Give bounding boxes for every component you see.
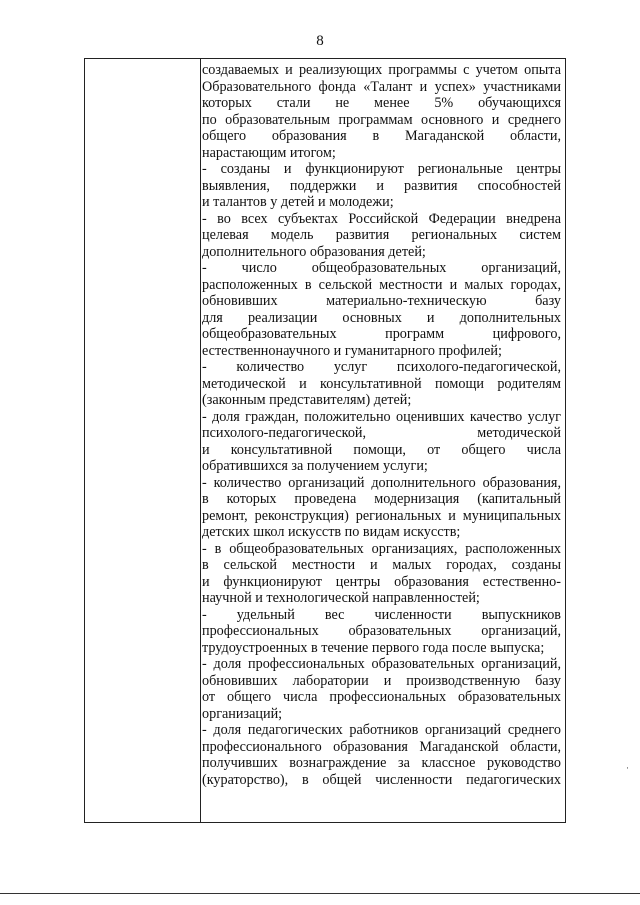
text-line: общеобразовательных программ цифрового, bbox=[202, 326, 561, 342]
text-line: методической и консультативной помощи родителям bbox=[202, 375, 561, 392]
text-line: - в общеобразовательных организациях, расположенных bbox=[202, 540, 561, 557]
text-line: - удельный вес численности выпускников bbox=[202, 606, 561, 623]
text-line: получивших вознаграждение за классное руководство bbox=[202, 755, 561, 771]
text-line: для реализации основных и дополнительных bbox=[202, 309, 561, 326]
text-line: выявления, поддержки и развития способностей bbox=[202, 177, 561, 194]
text-line: и талантов у детей и молодежи; bbox=[202, 194, 394, 210]
text-line: дополнительного образования детей; bbox=[202, 243, 426, 260]
text-line: (кураторство), в общей численности педагогических bbox=[202, 771, 561, 788]
text-line: общего образования в Магаданской области, bbox=[202, 128, 561, 144]
text-line: - количество услуг психолого-педагогической, bbox=[202, 359, 561, 375]
text-line: и консультативной помощи, от общего числа bbox=[202, 441, 561, 458]
text-line: нарастающим итогом; bbox=[202, 144, 336, 161]
text-line: - созданы и функционируют региональные центры bbox=[202, 161, 561, 177]
text-line: расположенных в сельской местности и малых городах, bbox=[202, 276, 561, 293]
text-line: от общего числа профессиональных образовательных bbox=[202, 689, 561, 705]
page-number: 8 bbox=[316, 33, 324, 49]
scan-artifact-mark: · bbox=[626, 763, 629, 773]
text-line: (законным представителям) детей; bbox=[202, 392, 412, 408]
table-left-column bbox=[85, 59, 201, 822]
text-line: детских школ искусств по видам искусств; bbox=[202, 524, 461, 540]
text-line: и функционируют центры образования естественно- bbox=[202, 573, 561, 590]
text-line: - доля профессиональных образовательных организаций, bbox=[202, 656, 561, 672]
text-line: трудоустроенных в течение первого года после выпуска; bbox=[202, 639, 545, 656]
text-line: - доля граждан, положительно оценивших качество услуг bbox=[202, 408, 561, 425]
text-line: Образовательного фонда «Талант и успех» участниками bbox=[202, 78, 561, 95]
page-bottom-rule bbox=[0, 893, 640, 894]
table-text-column bbox=[202, 59, 561, 822]
text-line: создаваемых и реализующих программы с учетом опыта bbox=[202, 62, 561, 78]
text-line: психолого-педагогической, методической bbox=[202, 425, 561, 441]
text-line: в которых проведена модернизация (капитальный bbox=[202, 491, 561, 507]
text-line: обновивших материально-техническую базу bbox=[202, 293, 561, 309]
text-line: целевая модель развития региональных систем bbox=[202, 227, 561, 243]
text-line: профессионального образования Магаданской области, bbox=[202, 738, 561, 755]
text-line: - число общеобразовательных организаций, bbox=[202, 260, 561, 276]
text-line: - количество организаций дополнительного образования, bbox=[202, 474, 561, 491]
text-line: - доля педагогических работников организаций среднего bbox=[202, 722, 561, 738]
text-line: в сельской местности и малых городах, созданы bbox=[202, 557, 561, 573]
text-line: организаций; bbox=[202, 705, 283, 722]
document-table bbox=[84, 58, 566, 823]
text-line: естественнонаучного и гуманитарного профилей; bbox=[202, 342, 502, 359]
text-line: обратившихся за получением услуги; bbox=[202, 458, 428, 474]
text-line: которых стали не менее 5% обучающихся bbox=[202, 95, 561, 111]
text-line: ремонт, реконструкция) региональных и муниципальных bbox=[202, 507, 561, 524]
text-line: - во всех субъектах Российской Федерации внедрена bbox=[202, 210, 561, 227]
text-line: научной и технологической направленностей; bbox=[202, 590, 480, 606]
text-line: обновивших лаборатории и производственную базу bbox=[202, 672, 561, 689]
text-line: профессиональных образовательных организаций, bbox=[202, 623, 561, 639]
text-line: по образовательным программам основного и среднего bbox=[202, 111, 561, 128]
